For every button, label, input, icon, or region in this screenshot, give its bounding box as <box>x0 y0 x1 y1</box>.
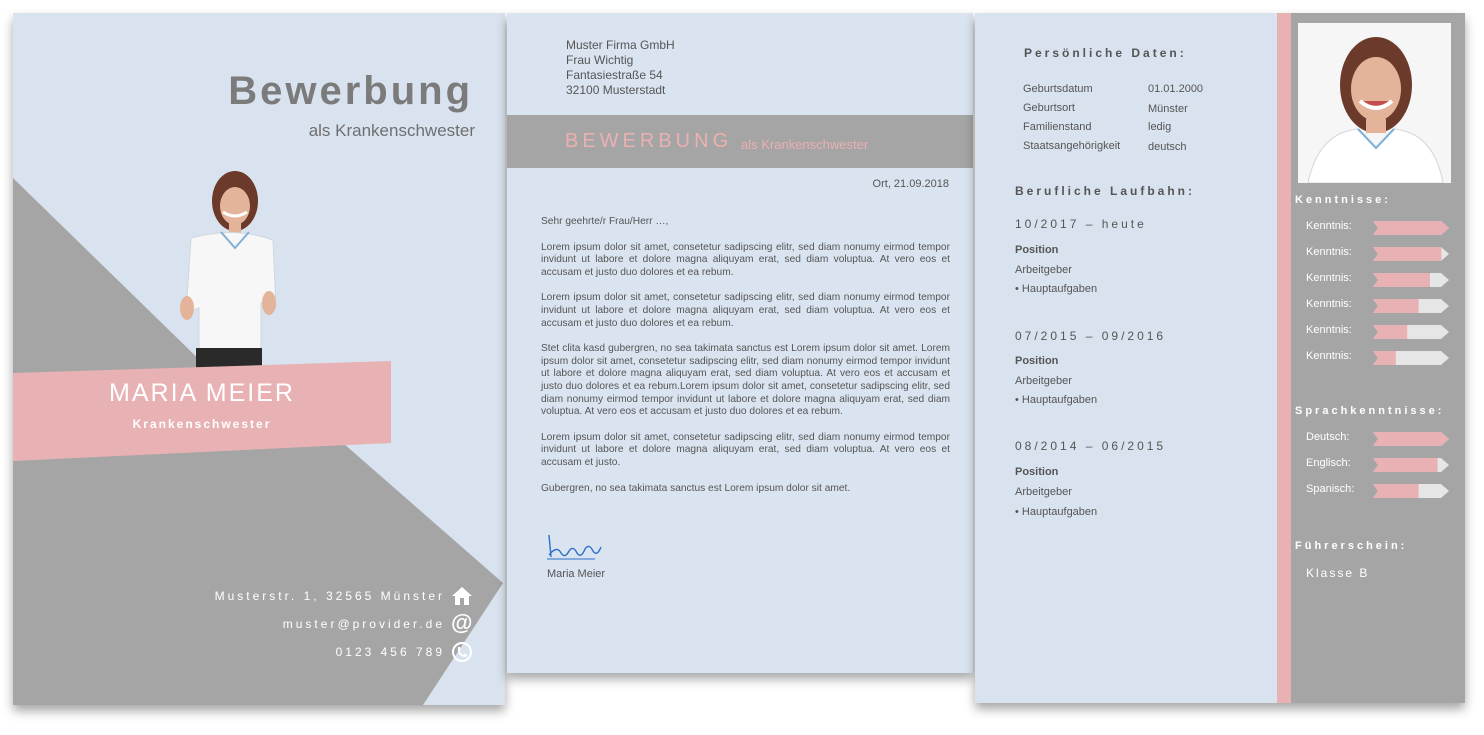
house-icon <box>451 585 473 607</box>
phone-icon <box>451 641 473 663</box>
skill-label: Kenntnis: <box>1306 220 1352 232</box>
cover-title: Bewerbung <box>228 69 473 113</box>
letter-paragraph: Lorem ipsum dolor sit amet, consetetur sadipscing elitr, sed diam nonumy eirmod tempor invidunt ut labore et dolore magna aliquyam erat, sed diam voluptua. At vero eos et accusam et justo. <box>541 431 950 468</box>
recipient-company: Muster Firma GmbH <box>566 38 675 52</box>
career-tasks: • Hauptaufgaben <box>1015 394 1098 406</box>
career-employer: Arbeitgeber <box>1015 375 1072 387</box>
personal-value: Münster <box>1148 103 1188 115</box>
skill-bar <box>1373 351 1449 365</box>
skill-label: Kenntnis: <box>1306 350 1352 362</box>
language-bar <box>1373 432 1449 446</box>
letter-greeting: Sehr geehrte/r Frau/Herr …, <box>541 216 669 227</box>
career-period: 10/2017 – heute <box>1015 217 1147 231</box>
recipient-address <box>566 38 675 98</box>
phone-text: 0123 456 789 <box>335 645 445 659</box>
career-period: 08/2014 – 06/2015 <box>1015 439 1167 453</box>
languages-heading: Sprachkenntnisse: <box>1295 405 1445 417</box>
skill-label: Kenntnis: <box>1306 324 1352 336</box>
letter-paragraph: Lorem ipsum dolor sit amet, consetetur sadipscing elitr, sed diam nonumy eirmod tempor invidunt ut labore et dolore magna aliquyam erat, sed diam voluptua. At vero eos et accusam et justo duo dolores et ea rebum. <box>541 292 950 329</box>
personal-value: deutsch <box>1148 141 1187 153</box>
skill-bar <box>1373 273 1449 287</box>
language-bar-fill <box>1373 432 1449 446</box>
language-label: Deutsch: <box>1306 431 1350 443</box>
career-employer: Arbeitgeber <box>1015 486 1072 498</box>
skill-bar <box>1373 247 1449 261</box>
contact-address <box>215 585 473 607</box>
handwritten-signature <box>545 527 605 563</box>
career-position: Position <box>1015 244 1059 256</box>
cover-letter-page <box>507 13 973 673</box>
recipient-city: 32100 Musterstadt <box>566 83 666 97</box>
applicant-job: Krankenschwester <box>132 417 272 431</box>
career-position: Position <box>1015 466 1059 478</box>
name-band <box>13 361 391 461</box>
cv-photo <box>1298 23 1451 183</box>
skill-bar-fill <box>1373 221 1449 235</box>
personal-value: ledig <box>1148 121 1172 133</box>
letter-subtitle: als Krankenschwester <box>741 137 869 152</box>
personal-value: 01.01.2000 <box>1148 83 1204 95</box>
contact-phone <box>336 641 473 663</box>
letter-body <box>541 216 950 508</box>
skill-label: Kenntnis: <box>1306 298 1352 310</box>
personal-label: Familienstand <box>1023 121 1092 133</box>
career-heading: Berufliche Laufbahn: <box>1015 184 1196 198</box>
career-tasks: • Hauptaufgaben <box>1015 283 1098 295</box>
cv-page <box>975 13 1465 703</box>
skill-bar <box>1373 325 1449 339</box>
letter-paragraph: Stet clita kasd gubergren, no sea takimata sanctus est Lorem ipsum dolor sit amet. Lorem ipsum dolor sit amet, consetetur sadipscing elitr, sed diam nonumy eirmod tempor invidunt ut labore et dolore magna aliquyam erat, sed diam voluptua. At vero eos et accusam et justo duo dolores et ea rebum.Lorem ipsum dolor sit amet, consetetur sadipscing elitr, sed diam nonumy eirmod tempor invidunt ut labore et dolore magna aliquyam erat, sed diam voluptua. At vero eos et accusam et justo duo dolores et ea rebum. <box>541 343 950 418</box>
skill-label: Kenntnis: <box>1306 272 1352 284</box>
language-bar <box>1373 458 1449 472</box>
letter-title-band <box>507 115 973 168</box>
recipient-person: Frau Wichtig <box>566 53 634 67</box>
skill-bar <box>1373 221 1449 235</box>
signer-name: Maria Meier <box>547 568 606 580</box>
language-label: Englisch: <box>1306 457 1351 469</box>
personal-label: Geburtsort <box>1023 102 1075 114</box>
letter-paragraph: Lorem ipsum dolor sit amet, consetetur sadipscing elitr, sed diam nonumy eirmod tempor invidunt ut labore et dolore magna aliquyam erat, sed diam voluptua. At vero eos et accusam et justo duo dolores et ea rebum. <box>541 241 950 278</box>
language-bar-fill <box>1373 458 1449 472</box>
address-text: Musterstr. 1, 32565 Münster <box>214 589 445 603</box>
language-bar <box>1373 484 1449 498</box>
personal-label: Geburtsdatum <box>1023 83 1093 95</box>
at-icon: @ <box>451 610 473 635</box>
applicant-name: MARIA MEIER <box>109 379 295 407</box>
applicant-photo <box>161 168 281 368</box>
letter-date: Ort, 21.09.2018 <box>872 178 949 190</box>
career-tasks: • Hauptaufgaben <box>1015 506 1098 518</box>
email-text: muster@provider.de <box>282 617 445 631</box>
licence-value: Klasse B <box>1306 566 1370 580</box>
skills-heading: Kenntnisse: <box>1295 194 1391 206</box>
language-label: Spanisch: <box>1306 483 1355 495</box>
career-position: Position <box>1015 355 1059 367</box>
personal-label: Staatsangehörigkeit <box>1023 140 1121 152</box>
cover-subtitle: als Krankenschwester <box>308 121 475 140</box>
personal-heading: Persönliche Daten: <box>1024 46 1187 60</box>
skill-bar-fill <box>1373 247 1449 261</box>
letter-title: BEWERBUNG <box>565 130 733 152</box>
career-period: 07/2015 – 09/2016 <box>1015 329 1167 343</box>
contact-email <box>282 610 473 635</box>
licence-heading: Führerschein: <box>1295 540 1408 552</box>
career-employer: Arbeitgeber <box>1015 264 1072 276</box>
pink-strip <box>1277 13 1291 703</box>
skill-label: Kenntnis: <box>1306 246 1352 258</box>
skill-bar <box>1373 299 1449 313</box>
letter-paragraph: Gubergren, no sea takimata sanctus est Lorem ipsum dolor sit amet. <box>541 482 851 494</box>
recipient-street: Fantasiestraße 54 <box>566 68 663 82</box>
cover-page <box>13 13 505 705</box>
